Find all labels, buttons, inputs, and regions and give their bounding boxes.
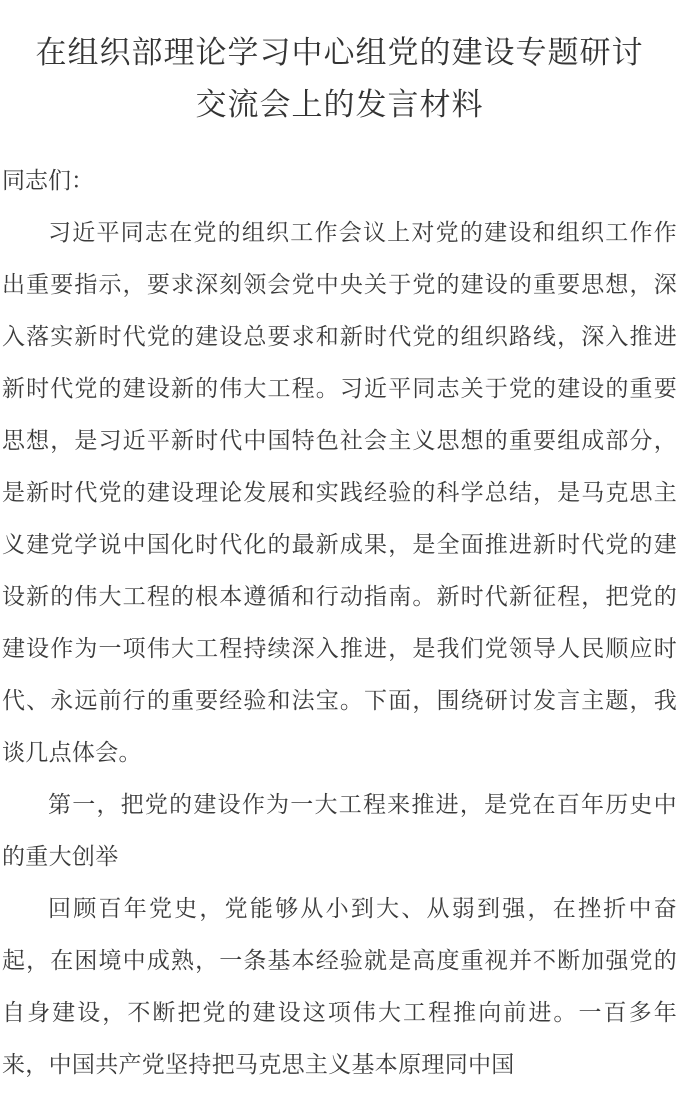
document-title [2,0,677,131]
title-line-1: 在组织部理论学习中心组党的建设专题研讨 [35,35,644,71]
title-line-2: 交流会上的发言材料 [195,87,484,123]
paragraph-history: 回顾百年党史，党能够从小到大、从弱到强，在挫折中奋起，在困境中成熟，一条基本经验就是高度重视并不断加强党的自身建设，不断把党的建设这项伟大工程推向前进。一百多年来，中国共产党坚持把马克思主义基本原理同中国 [2,896,677,1078]
salutation: 同志们： [2,168,94,194]
paragraph-intro: 习近平同志在党的组织工作会议上对党的建设和组织工作作出重要指示，要求深刻领会党中央关于党的建设的重要思想，深入落实新时代党的建设总要求和新时代党的组织路线，深入推进新时代党的建设新的伟大工程。习近平同志关于党的建设的重要思想，是习近平新时代中国特色社会主义思想的重要组成部分，是新时代党的建设理论发展和实践经验的科学总结，是马克思主义建党学说中国化时代化的最新成果，是全面推进新时代党的建设新的伟大工程的根本遵循和行动指南。新时代新征程，把党的建设作为一项伟大工程持续深入推进，是我们党领导人民顺应时代、永远前行的重要经验和法宝。下面，围绕研讨发言主题，我谈几点体会。 [2,220,677,766]
section-heading-first: 第一，把党的建设作为一大工程来推进，是党在百年历史中的重大创举 [2,792,677,870]
